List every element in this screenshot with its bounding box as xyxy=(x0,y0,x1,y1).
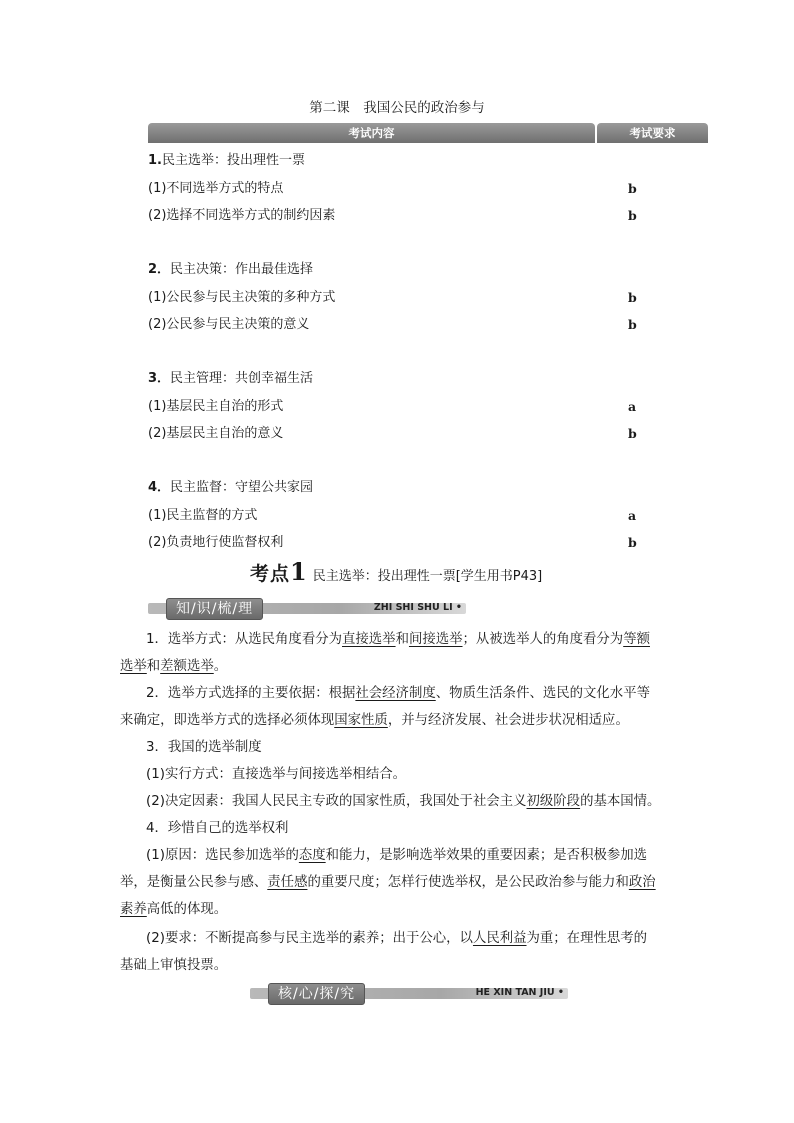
section-number: 2． xyxy=(148,262,171,277)
bullet-icon: • xyxy=(455,602,462,613)
paragraph-7: (1)原因：选民参加选举的态度和能力，是影响选举效果的重要因素；是否积极参加选 举，是衡量公民参与感、责任感的重要尺度；怎样行使选举权，是公民政治参与能力和政治 素养高低的体现。 xyxy=(120,848,656,917)
section-banner-hexin xyxy=(250,983,568,1003)
section-title xyxy=(148,478,708,498)
kaodian-text: 民主选举：投出理性一票[学生用书P43] xyxy=(312,569,543,584)
row-level: b xyxy=(628,317,637,332)
row-label: (2)负责地行使监督权利 xyxy=(148,535,284,550)
paragraph-3: 3．我国的选举制度 xyxy=(146,740,262,755)
section-number: 1. xyxy=(148,153,162,168)
row-level: a xyxy=(628,399,637,414)
table-row xyxy=(148,397,708,417)
banner-tag: 核/心/探/究 xyxy=(268,983,365,1005)
row-label: (2)选择不同选举方式的制约因素 xyxy=(148,208,336,223)
kaodian-number: 1 xyxy=(290,557,307,586)
banner-tag: 知/识/梳/理 xyxy=(166,598,263,620)
kaodian-heading xyxy=(250,557,542,587)
table-row xyxy=(148,424,708,444)
row-level: b xyxy=(628,208,637,223)
section-text: 民主管理：共创幸福生活 xyxy=(170,371,314,386)
bullet-icon: • xyxy=(557,987,564,998)
table-row xyxy=(148,533,708,553)
section-number: 4． xyxy=(148,480,171,495)
paragraph-1: 1．选举方式：从选民角度看分为直接选举和间接选举；从被选举人的角度看分为等额 选举和差额选举。 xyxy=(120,632,650,674)
table-header-content: 考试内容 xyxy=(148,123,595,143)
row-label: (2)公民参与民主决策的意义 xyxy=(148,317,310,332)
row-level: a xyxy=(628,508,637,523)
section-text: 民主选举：投出理性一票 xyxy=(161,153,305,168)
section-banner-zhishi xyxy=(148,598,466,618)
section-title xyxy=(148,260,708,280)
row-level: b xyxy=(628,535,637,550)
row-label: (1)基层民主自治的形式 xyxy=(148,399,284,414)
section-text: 民主监督：守望公共家园 xyxy=(170,480,314,495)
kaodian-word: 考点 xyxy=(250,563,291,585)
table-row xyxy=(148,179,708,199)
paragraph-6: 4．珍惜自己的选举权利 xyxy=(146,821,289,836)
row-label: (1)不同选举方式的特点 xyxy=(148,181,284,196)
row-label: (2)基层民主自治的意义 xyxy=(148,426,284,441)
section-number: 3． xyxy=(148,371,171,386)
section-title xyxy=(148,151,708,171)
row-level: b xyxy=(628,426,637,441)
page-title: 第二课 我国公民的政治参与 xyxy=(309,100,485,116)
table-row xyxy=(148,506,708,526)
row-label: (1)公民参与民主决策的多种方式 xyxy=(148,290,336,305)
row-level: b xyxy=(628,290,637,305)
row-label: (1)民主监督的方式 xyxy=(148,508,258,523)
banner-pinyin: HE XIN TAN JIU • xyxy=(475,987,564,998)
paragraph-5: (2)决定因素：我国人民民主专政的国家性质，我国处于社会主义初级阶段的基本国情。 xyxy=(146,794,661,809)
banner-pinyin: ZHI SHI SHU LI • xyxy=(373,602,462,613)
table-row xyxy=(148,206,708,226)
section-text: 民主决策：作出最佳选择 xyxy=(170,262,314,277)
paragraph-4: (1)实行方式：直接选举与间接选举相结合。 xyxy=(146,767,406,782)
table-row xyxy=(148,315,708,335)
table-header-requirement: 考试要求 xyxy=(597,123,708,143)
table-row xyxy=(148,288,708,308)
row-level: b xyxy=(628,181,637,196)
paragraph-8: (2)要求：不断提高参与民主选举的素养；出于公心，以人民利益为重；在理性思考的 基础上审慎投票。 xyxy=(120,931,648,973)
paragraph-2: 2．选举方式选择的主要依据：根据社会经济制度、物质生活条件、选民的文化水平等 来确定，即选举方式的选择必须体现国家性质，并与经济发展、社会进步状况相适应。 xyxy=(120,686,650,728)
section-title xyxy=(148,369,708,389)
